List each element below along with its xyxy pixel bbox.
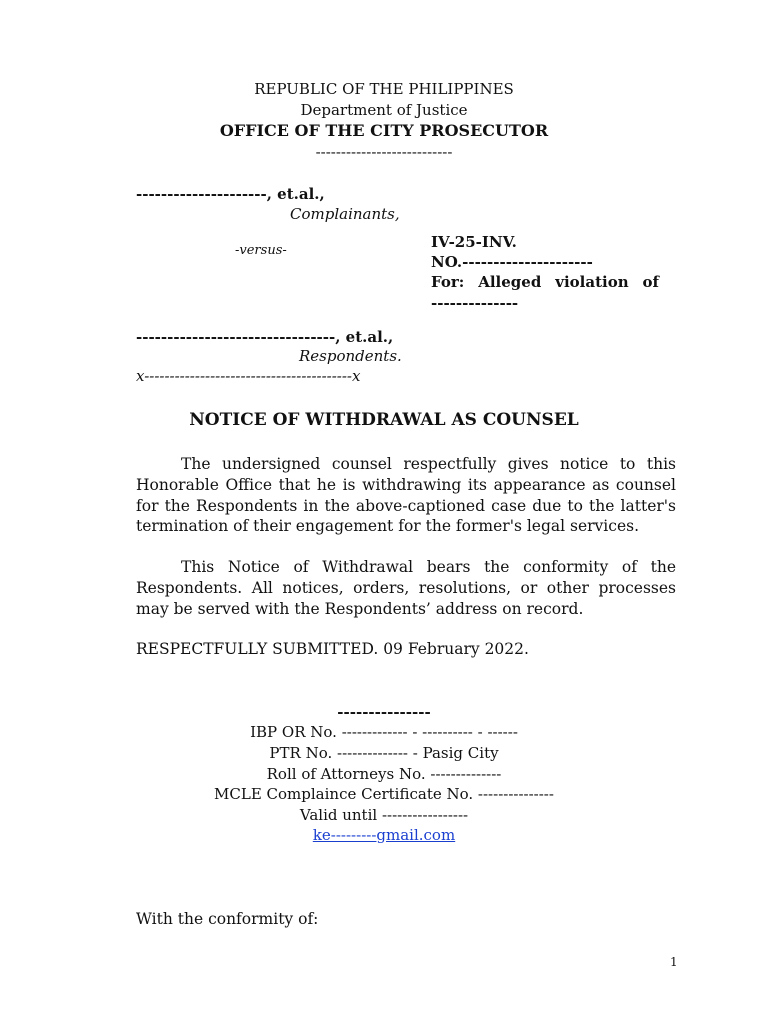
header-department: Department of Justice xyxy=(300,101,468,119)
page-number: 1 xyxy=(670,955,678,969)
complainant-name: ---------------------, et.al., xyxy=(136,185,325,203)
versus-label: -versus- xyxy=(235,243,287,258)
header-republic: REPUBLIC OF THE PHILIPPINES xyxy=(254,80,514,98)
mcle-line: MCLE Complaince Certificate No. --------------- xyxy=(214,785,554,803)
document-title: NOTICE OF WITHDRAWAL AS COUNSEL xyxy=(189,410,579,430)
conformity-label: With the conformity of: xyxy=(136,910,319,928)
body-paragraph-2-text: This Notice of Withdrawal bears the conformity of the Respondents. All notices, orders, resolutions, or other processes may be served with the Respondents’ address on record. xyxy=(136,558,676,618)
case-number-line2: NO.--------------------- xyxy=(431,253,593,271)
body-paragraph-1-text: The undersigned counsel respectfully gives notice to this Honorable Office that he is withdrawing its appearance as counsel for the Respondents in the above-captioned case due to the latter's termination of their engagement for the former's legal services. xyxy=(136,455,676,536)
ptr-line: PTR No. -------------- - Pasig City xyxy=(269,744,499,762)
respondent-name: --------------------------------, et.al., xyxy=(136,328,394,346)
header-divider: --------------------------- xyxy=(315,143,453,161)
respondents-label: Respondents. xyxy=(299,347,402,365)
alleged-violation-blank: -------------- xyxy=(431,294,519,312)
for-word-3: violation xyxy=(555,273,629,291)
signatory-name: --------------- xyxy=(337,703,431,721)
caption-x-line: x-----------------------------------------x xyxy=(136,367,361,385)
for-word-2: Alleged xyxy=(478,273,542,291)
respectfully-submitted: RESPECTFULLY SUBMITTED. 09 February 2022. xyxy=(136,640,529,658)
ibp-line: IBP OR No. ------------- - ---------- - ------ xyxy=(250,723,518,741)
email-link[interactable]: ke---------gmail.com xyxy=(312,826,456,844)
case-number-line1: IV-25-INV. xyxy=(431,233,517,251)
body-paragraph-2 xyxy=(136,557,676,619)
roll-of-attorneys-line: Roll of Attorneys No. -------------- xyxy=(266,765,502,783)
complainants-label: Complainants, xyxy=(290,205,400,223)
header-office: OFFICE OF THE CITY PROSECUTOR xyxy=(219,121,549,140)
alleged-violation-line xyxy=(431,273,659,291)
for-word-1: For: xyxy=(431,273,465,291)
valid-until-line: Valid until ----------------- xyxy=(299,806,469,824)
email-row xyxy=(0,826,768,844)
body-paragraph-1 xyxy=(136,454,676,537)
for-word-4: of xyxy=(642,273,659,291)
